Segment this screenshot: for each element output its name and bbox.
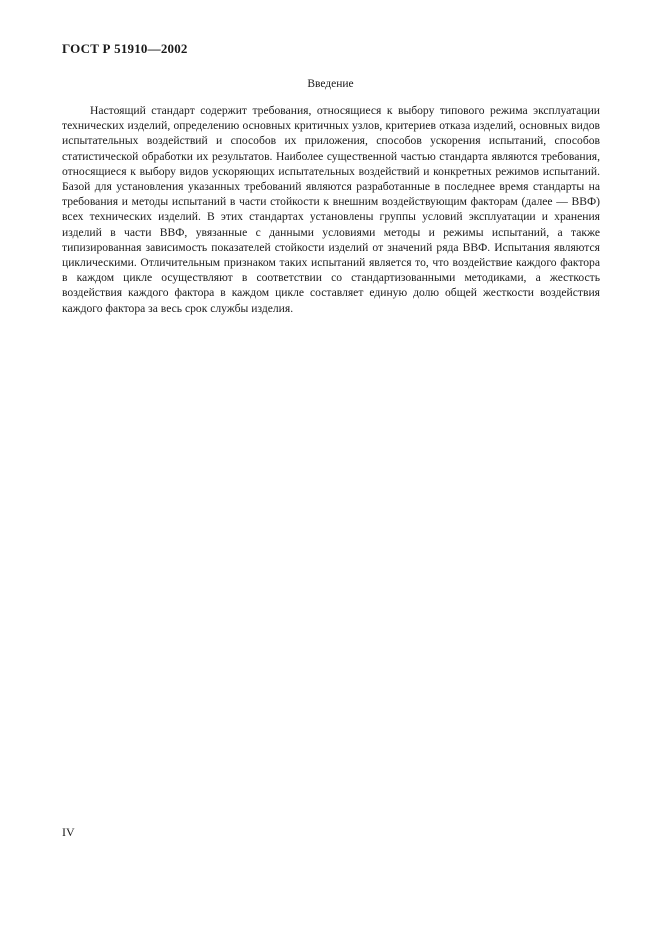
- section-title: Введение: [307, 78, 354, 90]
- page-number: IV: [62, 825, 75, 839]
- paragraph: Настоящий стандарт содержит требования, относящиеся к выбору типового режима эксплуатации технических изделий, определению основных критичных узлов, критериев отказа изделий, основных видов испытательных воздействий и способов их приложения, способов ускорения испытаний, способов статистической обработки их результатов. Наиболее существенной частью стандарта являются требования, относящиеся к выбору видов ускоряющих испытательных воздействий и конкретных режимов испытаний. Базой для установления указанных требований являются разработанные в последнее время стандарты на требования и методы испытаний в части стойкости к внешним воздействующим факторам (далее — ВВФ) всех технических изделий. В этих стандартах установлены группы условий эксплуатации и хранения изделий в части ВВФ, увязанные с данными условиями методы и режимы испытаний, а также типизированная зависимость показателей стойкости изделий от значений ряда ВВФ. Испытания являются циклическими. Отличительным признаком таких испытаний является то, что воздействие каждого фактора в каждом цикле осуществляют в соответствии со стандартизованными методиками, а жесткость воздействия каждого фактора в каждом цикле составляет единую долю общей жесткости воздействия каждого фактора за весь срок службы изделия.: [62, 104, 600, 315]
- introduction-body: [62, 103, 600, 316]
- document-header-code: ГОСТ Р 51910—2002: [62, 41, 188, 56]
